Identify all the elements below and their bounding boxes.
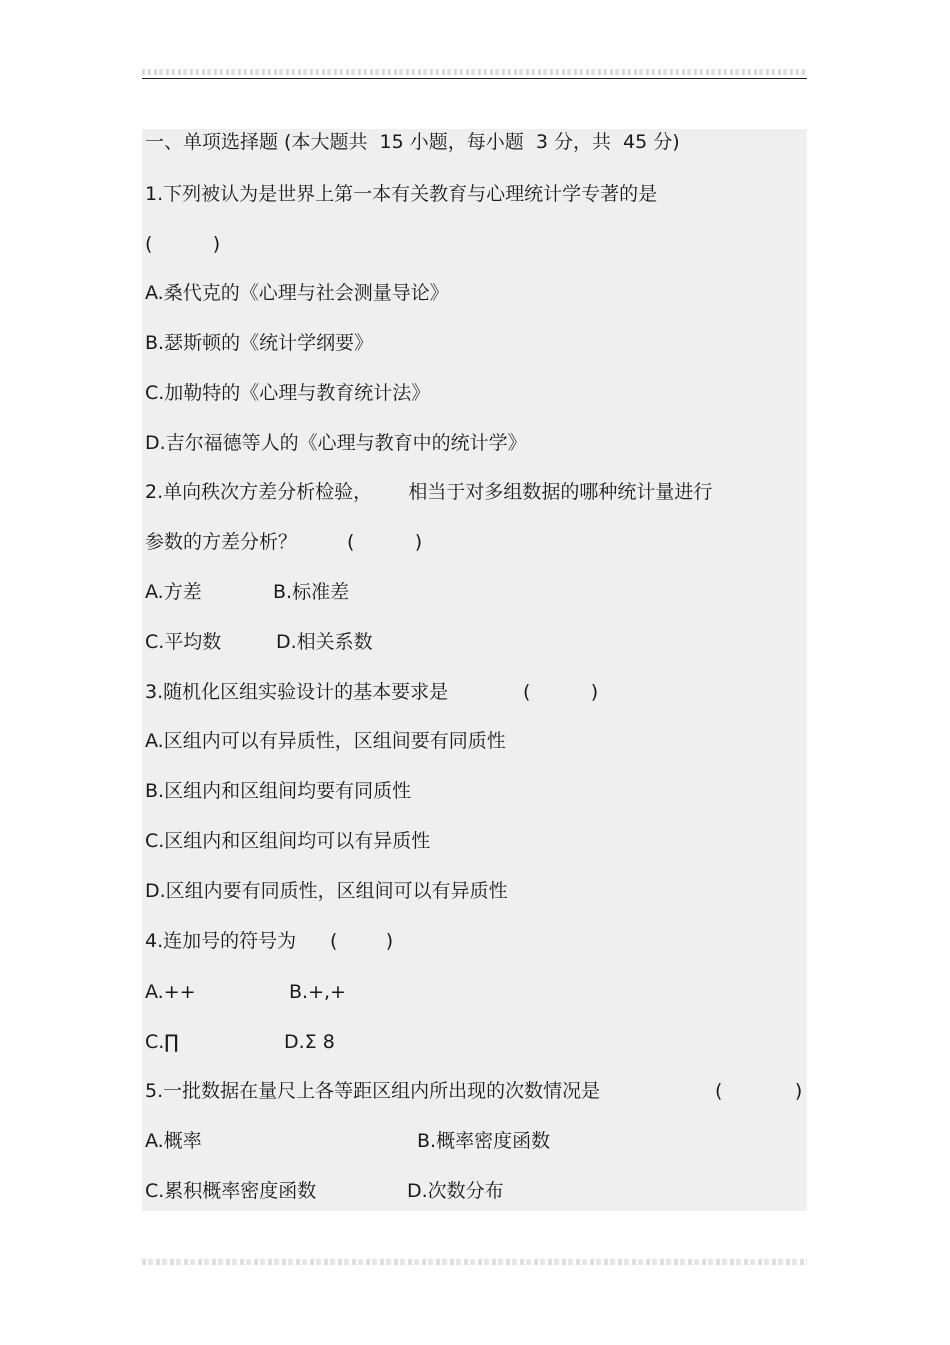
question-2-blank: ( ) <box>347 531 423 553</box>
question-1-option-d: D.吉尔福德等人的《心理与教育中的统计学》 <box>145 432 527 454</box>
question-1-stem: 1.下列被认为是世界上第一本有关教育与心理统计学专著的是 <box>145 183 658 205</box>
question-2-option-d: D.相关系数 <box>276 631 373 653</box>
question-5-stem: 5.一批数据在量尺上各等距区组内所出现的次数情况是 <box>145 1080 601 1102</box>
footer-scan-noise <box>142 1259 807 1265</box>
question-2-stem: 2.单向秩次方差分析检验， 相当于对多组数据的哪种统计量进行 <box>145 481 713 503</box>
question-3-stem: 3.随机化区组实验设计的基本要求是 <box>145 681 449 703</box>
question-4-option-b: B.+,+ <box>289 981 346 1003</box>
question-5-option-d: D.次数分布 <box>407 1180 504 1202</box>
question-1-option-b: B.瑟斯顿的《统计学纲要》 <box>145 332 374 354</box>
question-1-blank: ( ) <box>145 233 221 255</box>
header-scan-noise <box>142 69 807 75</box>
question-3-option-d: D.区组内要有同质性，区组间可以有异质性 <box>145 880 508 902</box>
question-5-option-a: A.概率 <box>145 1130 202 1152</box>
question-4-stem: 4.连加号的符号为 <box>145 930 297 952</box>
question-2-option-a: A.方差 <box>145 581 202 603</box>
section-title: 一、单项选择题 (本大题共 15 小题，每小题 3 分，共 45 分) <box>145 131 680 153</box>
question-2-option-c: C.平均数 <box>145 631 222 653</box>
question-3-blank: ( ) <box>523 681 599 703</box>
question-4-blank: ( ) <box>330 930 394 952</box>
question-1-option-c: C.加勒特的《心理与教育统计法》 <box>145 382 431 404</box>
question-2-option-b: B.标准差 <box>273 581 350 603</box>
question-4-option-c: C.∏ <box>145 1031 179 1053</box>
question-3-option-c: C.区组内和区组间均可以有异质性 <box>145 830 431 852</box>
question-3-option-a: A.区组内可以有异质性，区组间要有同质性 <box>145 730 506 752</box>
question-5-option-b: B.概率密度函数 <box>417 1130 551 1152</box>
header-rule <box>142 78 807 79</box>
question-1-option-a: A.桑代克的《心理与社会测量导论》 <box>145 282 449 304</box>
question-5-blank: ( ) <box>715 1080 803 1102</box>
question-2-stem-continued: 参数的方差分析？ <box>145 531 298 553</box>
question-5-option-c: C.累积概率密度函数 <box>145 1180 317 1202</box>
question-3-option-b: B.区组内和区组间均要有同质性 <box>145 780 412 802</box>
question-4-option-a: A.++ <box>145 981 196 1003</box>
question-4-option-d: D.Σ 8 <box>284 1031 335 1053</box>
